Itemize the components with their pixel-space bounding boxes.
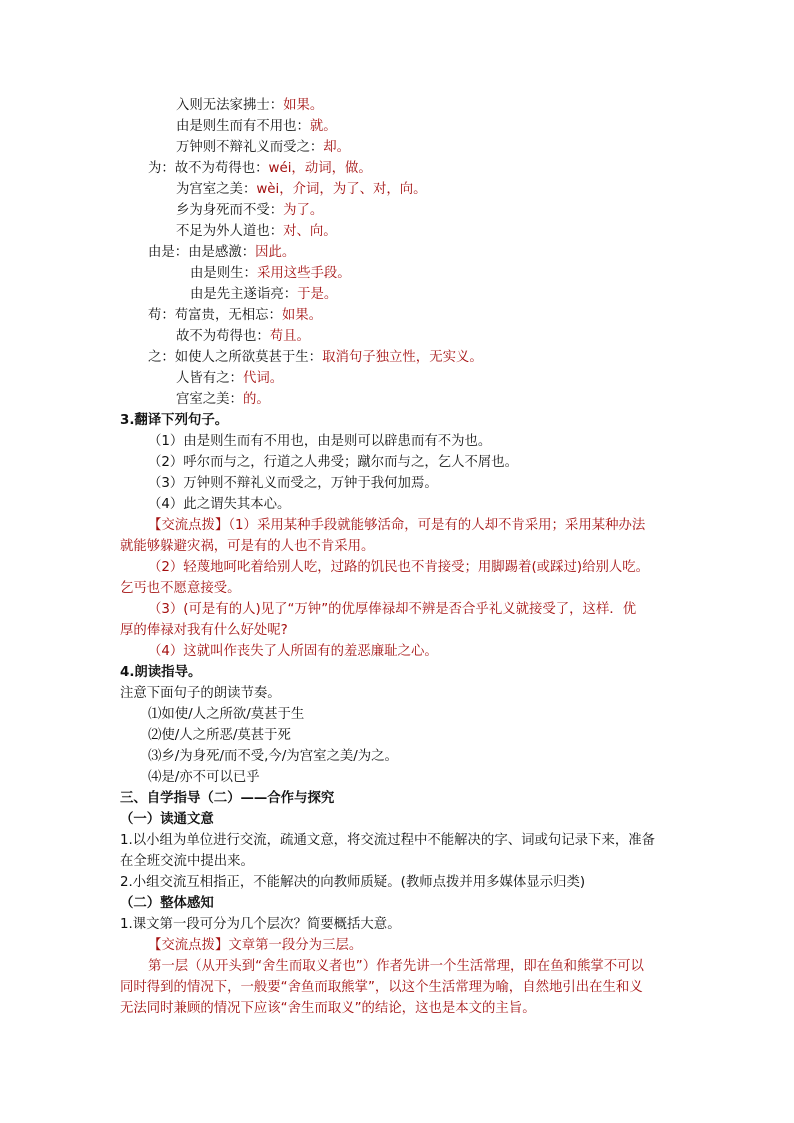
example-text: 为：故不为苟得也： — [148, 161, 269, 176]
section-heading: 3.翻译下列句子。 — [120, 413, 229, 428]
example-text: 不足为外人道也： — [176, 224, 284, 239]
answer-line: 同时得到的情况下，一般要“舍鱼而取熊掌”，以这个生活常理为喻，自然地引出在生和义 — [120, 980, 643, 995]
paragraph-line: 1.以小组为单位进行交流，疏通文意，将交流过程中不能解决的字、词或句记录下来，准备 — [120, 833, 656, 848]
note-line — [176, 390, 270, 410]
answer-line: （2）轻蔑地呵叱着给别人吃，过路的饥民也不肯接受；用脚踢着(或踩过)给别人吃。 — [148, 560, 650, 575]
example-text: 苟：苟富贵，无相忘： — [148, 308, 282, 323]
note-line — [176, 369, 283, 389]
reading-rhythm-line: ⑴如使/人之所欲/莫甚于生 — [148, 707, 305, 722]
example-text: 宫室之美： — [176, 392, 243, 407]
question-line: （2）呼尔而与之，行道之人弗受；蹴尔而与之，乞人不屑也。 — [148, 455, 519, 470]
explanation-text: 代词。 — [242, 371, 284, 386]
reading-rhythm-line: ⑷是/亦不可以已乎 — [148, 770, 260, 785]
note-line — [148, 348, 483, 368]
explanation-text: wèi，介词，为了、对，向。 — [256, 182, 427, 197]
note-line — [176, 327, 310, 347]
explanation-text: 采用这些手段。 — [256, 266, 351, 281]
question-line: （4）此之谓失其本心。 — [148, 497, 291, 512]
answer-line: （4）这就叫作丧失了人所固有的羞恶廉耻之心。 — [148, 644, 438, 659]
example-text: 乡为身死而不受： — [176, 203, 284, 218]
example-text: 入则无法家拂士： — [176, 98, 284, 113]
explanation-text: 对、向。 — [283, 224, 337, 239]
example-text: 万钟则不辩礼义而受之： — [176, 140, 324, 155]
explanation-text: 就。 — [309, 119, 337, 134]
explanation-text: 取消句子独立性，无实义。 — [322, 350, 483, 365]
example-text: 由是则生而有不用也： — [176, 119, 310, 134]
example-text: 人皆有之： — [176, 371, 243, 386]
explanation-text: wéi，动词，做。 — [268, 161, 372, 176]
paragraph-line: 注意下面句子的朗读节奏。 — [120, 686, 281, 701]
note-line — [176, 180, 427, 200]
example-text: 由是：由是感激： — [148, 245, 256, 260]
reading-rhythm-line: ⑵使/人之所恶/莫甚于死 — [148, 728, 291, 743]
explanation-text: 为了。 — [283, 203, 324, 218]
note-line — [148, 243, 295, 263]
answer-line: 厚的俸禄对我有什么好处呢? — [120, 623, 288, 638]
answer-line: 【交流点拨】文章第一段分为三层。 — [148, 938, 363, 953]
explanation-text: 于是。 — [297, 287, 338, 302]
note-line — [148, 159, 372, 179]
note-line — [176, 138, 350, 158]
explanation-text: 如果。 — [283, 98, 324, 113]
explanation-text: 因此。 — [255, 245, 296, 260]
question-line: （1）由是则生而有不用也，由是则可以辟患而有不为也。 — [148, 434, 492, 449]
example-text: 由是先主遂诣亮： — [190, 287, 298, 302]
note-line — [176, 222, 337, 242]
answer-line: 第一层（从开头到“舍生而取义者也”）作者先讲一个生活常理，即在鱼和熊掌不可以 — [148, 959, 644, 974]
answer-line: 就能够躲避灾祸，可是有的人也不肯采用。 — [120, 539, 375, 554]
paragraph-line: 在全班交流中提出来。 — [120, 854, 254, 869]
reading-rhythm-line: ⑶乡/为身死/而不受,今/为宫室之美/为之。 — [148, 749, 398, 764]
explanation-text: 苟且。 — [269, 329, 310, 344]
explanation-text: 的。 — [242, 392, 270, 407]
note-line — [176, 117, 337, 137]
explanation-text: 却。 — [323, 140, 351, 155]
example-text: 为宫室之美： — [176, 182, 257, 197]
note-line — [190, 285, 337, 305]
paragraph-line: 1.课文第一段可分为几个层次？简要概括大意。 — [120, 917, 401, 932]
section-heading: 4.朗读指导。 — [120, 665, 202, 680]
subsection-heading: （一）读通文意 — [120, 812, 214, 827]
note-line — [176, 96, 323, 116]
note-line — [190, 264, 351, 284]
note-line — [176, 201, 323, 221]
paragraph-line: 2.小组交流互相指正，不能解决的向教师质疑。(教师点拨并用多媒体显示归类) — [120, 875, 586, 890]
answer-line: 无法同时兼顾的情况下应该“舍生而取义”的结论，这也是本文的主旨。 — [120, 1001, 536, 1016]
subsection-heading: （二）整体感知 — [120, 896, 214, 911]
example-text: 之：如使人之所欲莫甚于生： — [148, 350, 323, 365]
answer-line: （3）(可是有的人)见了“万钟”的优厚俸禄却不辨是否合乎礼义就接受了，这样．优 — [148, 602, 637, 617]
note-line — [148, 306, 322, 326]
question-line: （3）万钟则不辩礼义而受之，万钟于我何加焉。 — [148, 476, 438, 491]
explanation-text: 如果。 — [281, 308, 323, 323]
example-text: 故不为苟得也： — [176, 329, 270, 344]
answer-line: 乞丐也不愿意接受。 — [120, 581, 241, 596]
example-text: 由是则生： — [190, 266, 257, 281]
section-heading: 三、自学指导（二）——合作与探究 — [120, 791, 335, 806]
answer-line: 【交流点拨】（1）采用某种手段就能够活命，可是有的人却不肯采用；采用某种办法 — [148, 518, 646, 533]
